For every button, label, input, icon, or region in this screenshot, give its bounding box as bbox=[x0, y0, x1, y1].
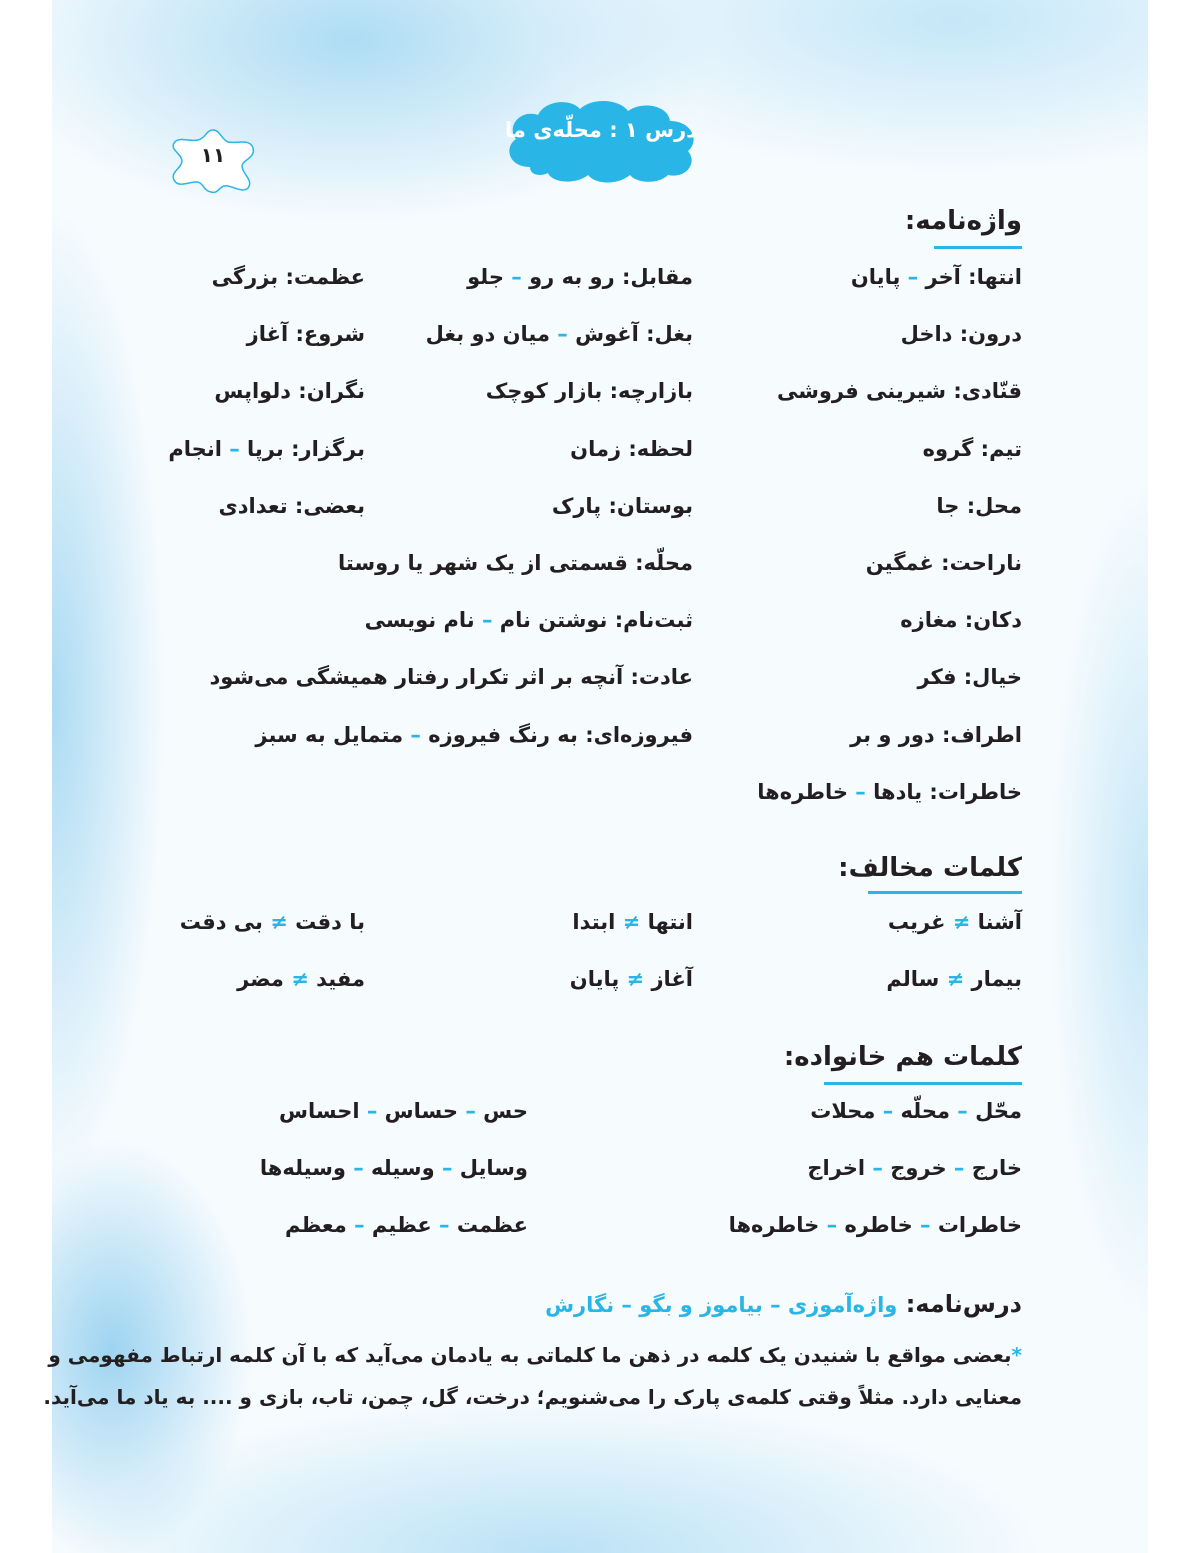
vocab-meaning: گروه bbox=[922, 436, 974, 461]
family-word: خارج bbox=[971, 1156, 1022, 1180]
vocab-entry bbox=[923, 437, 1022, 461]
vocab-meaning: تعدادی bbox=[218, 493, 288, 518]
vocab-meaning: داخل bbox=[900, 322, 953, 347]
page-number: ۱۱ bbox=[200, 143, 226, 167]
lesson-line-1: *بعضی مواقع با شنیدن یک کلمه در ذهن ما کلماتی به یادمان می‌آید که با آن کلمه ارتباط مفهومی و bbox=[48, 1343, 1022, 1367]
lesson-paragraph bbox=[43, 1334, 1022, 1418]
antonym-word: ابتدا bbox=[572, 910, 623, 934]
antonym-word: با دقت bbox=[287, 910, 365, 934]
family-word: خاطرات bbox=[937, 1213, 1022, 1237]
family-row bbox=[285, 1213, 528, 1237]
family-word: وسایل bbox=[459, 1156, 528, 1180]
antonym-word: مضر bbox=[237, 967, 292, 991]
vocab-entry bbox=[255, 723, 693, 747]
vocab-term: درون: bbox=[952, 322, 1022, 347]
dash-separator: – bbox=[819, 1213, 845, 1237]
dash-separator: – bbox=[431, 1213, 457, 1237]
family-word: خاطره bbox=[844, 1213, 913, 1237]
vocab-term: خاطرات: bbox=[922, 779, 1022, 804]
dash-separator: – bbox=[900, 265, 926, 289]
vocab-meaning: بازار کوچک bbox=[485, 379, 603, 404]
vocab-meaning: انجام bbox=[168, 436, 222, 461]
family-word: عظیم bbox=[371, 1213, 432, 1237]
vocab-term: شروع: bbox=[288, 322, 365, 347]
antonym-word: پایان bbox=[569, 967, 627, 991]
antonym-word: آغاز bbox=[644, 967, 693, 991]
vocab-meaning: یادها bbox=[873, 779, 923, 804]
antonym-word: بیمار bbox=[964, 967, 1022, 991]
dash-separator: – bbox=[346, 1213, 372, 1237]
vocab-term: قنّادی: bbox=[946, 379, 1022, 404]
antonym-pair bbox=[888, 910, 1022, 934]
antonyms-heading-underline bbox=[868, 891, 1022, 894]
vocab-entry bbox=[851, 265, 1022, 289]
vocab-entry bbox=[212, 265, 365, 289]
vocab-meaning: جلو bbox=[467, 265, 504, 289]
antonym-word: بی دقت bbox=[179, 910, 271, 934]
dash-separator: – bbox=[946, 1156, 972, 1180]
vocab-entry bbox=[777, 379, 1022, 403]
vocab-term: برگزار: bbox=[283, 436, 365, 461]
vocab-meaning: بزرگی bbox=[211, 265, 279, 289]
dash-separator: – bbox=[875, 1099, 901, 1123]
vocab-entry bbox=[247, 322, 365, 346]
vocab-term: عظمت: bbox=[278, 265, 365, 289]
not-equal-icon: ≠ bbox=[291, 967, 309, 991]
family-word: محلات bbox=[810, 1099, 876, 1123]
dash-separator: – bbox=[359, 1099, 385, 1123]
antonym-word: انتها bbox=[640, 910, 693, 934]
not-equal-icon: ≠ bbox=[626, 967, 645, 991]
vocab-term: مقابل: bbox=[614, 265, 693, 289]
antonym-word: غریب bbox=[887, 910, 953, 934]
vocab-term: دکان: bbox=[957, 608, 1022, 633]
vocab-entry bbox=[486, 379, 693, 403]
vocab-meaning: قسمتی از یک شهر یا روستا bbox=[337, 551, 628, 575]
lesson-line-2: معنایی دارد. مثلاً وقتی کلمه‌ی پارک را می‌شنویم؛ درخت، گل، چمن، تاب، بازی و .... به یاد ما می‌آید. bbox=[43, 1385, 1022, 1409]
vocab-entry bbox=[757, 780, 1022, 804]
vocab-meaning: فکر bbox=[917, 665, 957, 690]
asterisk-icon: * bbox=[1011, 1343, 1022, 1367]
vocab-meaning: نوشتن نام bbox=[499, 608, 608, 633]
antonym-word: سالم bbox=[886, 967, 947, 991]
vocab-term: اطراف: bbox=[934, 722, 1022, 747]
dash-separator: – bbox=[865, 1156, 891, 1180]
family-heading-underline bbox=[824, 1082, 1022, 1085]
family-word: وسیله bbox=[371, 1156, 435, 1180]
vocab-entry bbox=[936, 494, 1022, 518]
vocab-term: بعضی: bbox=[287, 493, 365, 518]
vocab-meaning: شیرینی فروشی bbox=[776, 379, 947, 404]
dash-separator: – bbox=[549, 322, 576, 347]
vocab-entry bbox=[901, 322, 1022, 346]
vocab-term: محل: bbox=[959, 493, 1022, 518]
dash-separator: – bbox=[403, 722, 429, 747]
dash-separator: – bbox=[848, 779, 874, 804]
family-word: خاطره‌ها bbox=[728, 1213, 820, 1237]
dash-separator: – bbox=[912, 1213, 938, 1237]
family-row bbox=[807, 1156, 1022, 1180]
antonym-pair bbox=[886, 967, 1022, 991]
vocab-entry bbox=[168, 437, 365, 461]
family-word: اخراج bbox=[807, 1156, 866, 1180]
vocab-term: تیم: bbox=[973, 436, 1022, 461]
lesson-heading-row bbox=[545, 1290, 1022, 1318]
not-equal-icon: ≠ bbox=[946, 967, 965, 991]
dash-separator: – bbox=[458, 1099, 484, 1123]
vocab-entry bbox=[426, 322, 693, 346]
vocab-meaning: میان دو بغل bbox=[425, 322, 550, 347]
vocab-term: نگران: bbox=[291, 379, 365, 404]
vocab-term: بازارچه: bbox=[602, 379, 693, 404]
vocab-term: فیروزه‌ای: bbox=[577, 722, 693, 747]
lesson-title: درس ۱ : محلّه‌ی ما bbox=[505, 118, 697, 142]
antonyms-heading: کلمات مخالف: bbox=[838, 853, 1022, 883]
family-word: محّل bbox=[975, 1099, 1022, 1123]
vocab-term: عادت: bbox=[623, 665, 693, 690]
vocab-entry bbox=[214, 379, 365, 403]
vocab-meaning: مغازه bbox=[900, 608, 958, 633]
not-equal-icon: ≠ bbox=[270, 910, 288, 934]
family-word: حس bbox=[483, 1099, 528, 1123]
family-row bbox=[729, 1213, 1022, 1237]
family-word: معظم bbox=[285, 1213, 347, 1237]
dash-separator: – bbox=[221, 436, 248, 461]
vocab-term: خیال: bbox=[956, 665, 1022, 690]
dash-separator: – bbox=[345, 1156, 372, 1180]
vocab-entry bbox=[467, 265, 693, 289]
vocab-meaning: زمان bbox=[570, 436, 622, 461]
vocab-meaning: آغاز bbox=[246, 322, 289, 347]
antonym-pair bbox=[572, 910, 693, 934]
family-row bbox=[279, 1099, 528, 1123]
dash-separator: – bbox=[949, 1099, 976, 1123]
antonym-word: آشنا bbox=[970, 910, 1022, 934]
family-row bbox=[260, 1156, 528, 1180]
vocab-term: انتها: bbox=[960, 265, 1022, 289]
vocab-meaning: نام نویسی bbox=[364, 608, 475, 633]
vocab-meaning: دور و بر bbox=[850, 722, 935, 747]
lesson-heading: درس‌نامه: bbox=[905, 1290, 1022, 1318]
vocab-entry bbox=[210, 665, 693, 689]
vocab-term: محلّه: bbox=[627, 551, 693, 575]
family-word: خروج bbox=[890, 1156, 947, 1180]
vocab-entry bbox=[219, 494, 365, 518]
vocab-term: لحظه: bbox=[621, 436, 693, 461]
family-word: وسیله‌ها bbox=[259, 1156, 346, 1180]
antonym-pair bbox=[237, 967, 365, 991]
vocab-meaning: پارک bbox=[551, 493, 602, 518]
vocab-entry bbox=[866, 551, 1022, 575]
vocab-term: ناراحت: bbox=[933, 551, 1022, 575]
dash-separator: – bbox=[504, 265, 530, 289]
vocab-meaning: به رنگ فیروزه bbox=[428, 722, 578, 747]
family-word: عظمت bbox=[456, 1213, 528, 1237]
vocab-meaning: پایان bbox=[850, 265, 901, 289]
vocab-meaning: برپا bbox=[247, 436, 284, 461]
vocab-meaning: آغوش bbox=[575, 322, 639, 347]
lesson-subtitle: واژه‌آموزی – بیاموز و بگو – نگارش bbox=[545, 1293, 898, 1317]
vocab-term: بوستان: bbox=[601, 493, 693, 518]
antonym-pair bbox=[180, 910, 365, 934]
vocab-meaning: متمایل به سبز bbox=[255, 722, 404, 747]
dash-separator: – bbox=[474, 608, 500, 633]
antonym-word: مفید bbox=[308, 967, 365, 991]
vocab-entry bbox=[365, 608, 693, 632]
vocab-meaning: آخر bbox=[925, 265, 961, 289]
vocab-term: بغل: bbox=[638, 322, 693, 347]
vocab-meaning: جا bbox=[936, 493, 960, 518]
not-equal-icon: ≠ bbox=[952, 910, 971, 934]
vocab-entry bbox=[552, 494, 693, 518]
vocab-heading: واژه‌نامه: bbox=[904, 206, 1022, 236]
vocab-meaning: دلواپس bbox=[214, 379, 291, 404]
vocab-entry bbox=[900, 608, 1022, 632]
vocab-entry bbox=[917, 665, 1022, 689]
vocab-meaning: آنچه بر اثر تکرار رفتار همیشگی می‌شود bbox=[209, 665, 624, 690]
vocab-heading-underline bbox=[934, 246, 1022, 249]
family-word: محلّه bbox=[900, 1099, 950, 1123]
dash-separator: – bbox=[434, 1156, 460, 1180]
antonym-pair bbox=[570, 967, 693, 991]
vocab-entry bbox=[570, 437, 693, 461]
family-row bbox=[810, 1099, 1022, 1123]
family-word: احساس bbox=[278, 1099, 360, 1123]
vocab-term: ثبت‌نام: bbox=[607, 608, 693, 633]
family-word: حساس bbox=[384, 1099, 459, 1123]
vocab-meaning: غمگین bbox=[865, 551, 934, 575]
not-equal-icon: ≠ bbox=[622, 910, 641, 934]
vocab-entry bbox=[850, 723, 1022, 747]
vocab-meaning: خاطره‌ها bbox=[757, 779, 848, 804]
vocab-meaning: رو به رو bbox=[529, 265, 615, 289]
family-heading: کلمات هم خانواده: bbox=[783, 1042, 1022, 1072]
vocab-entry bbox=[338, 551, 693, 575]
